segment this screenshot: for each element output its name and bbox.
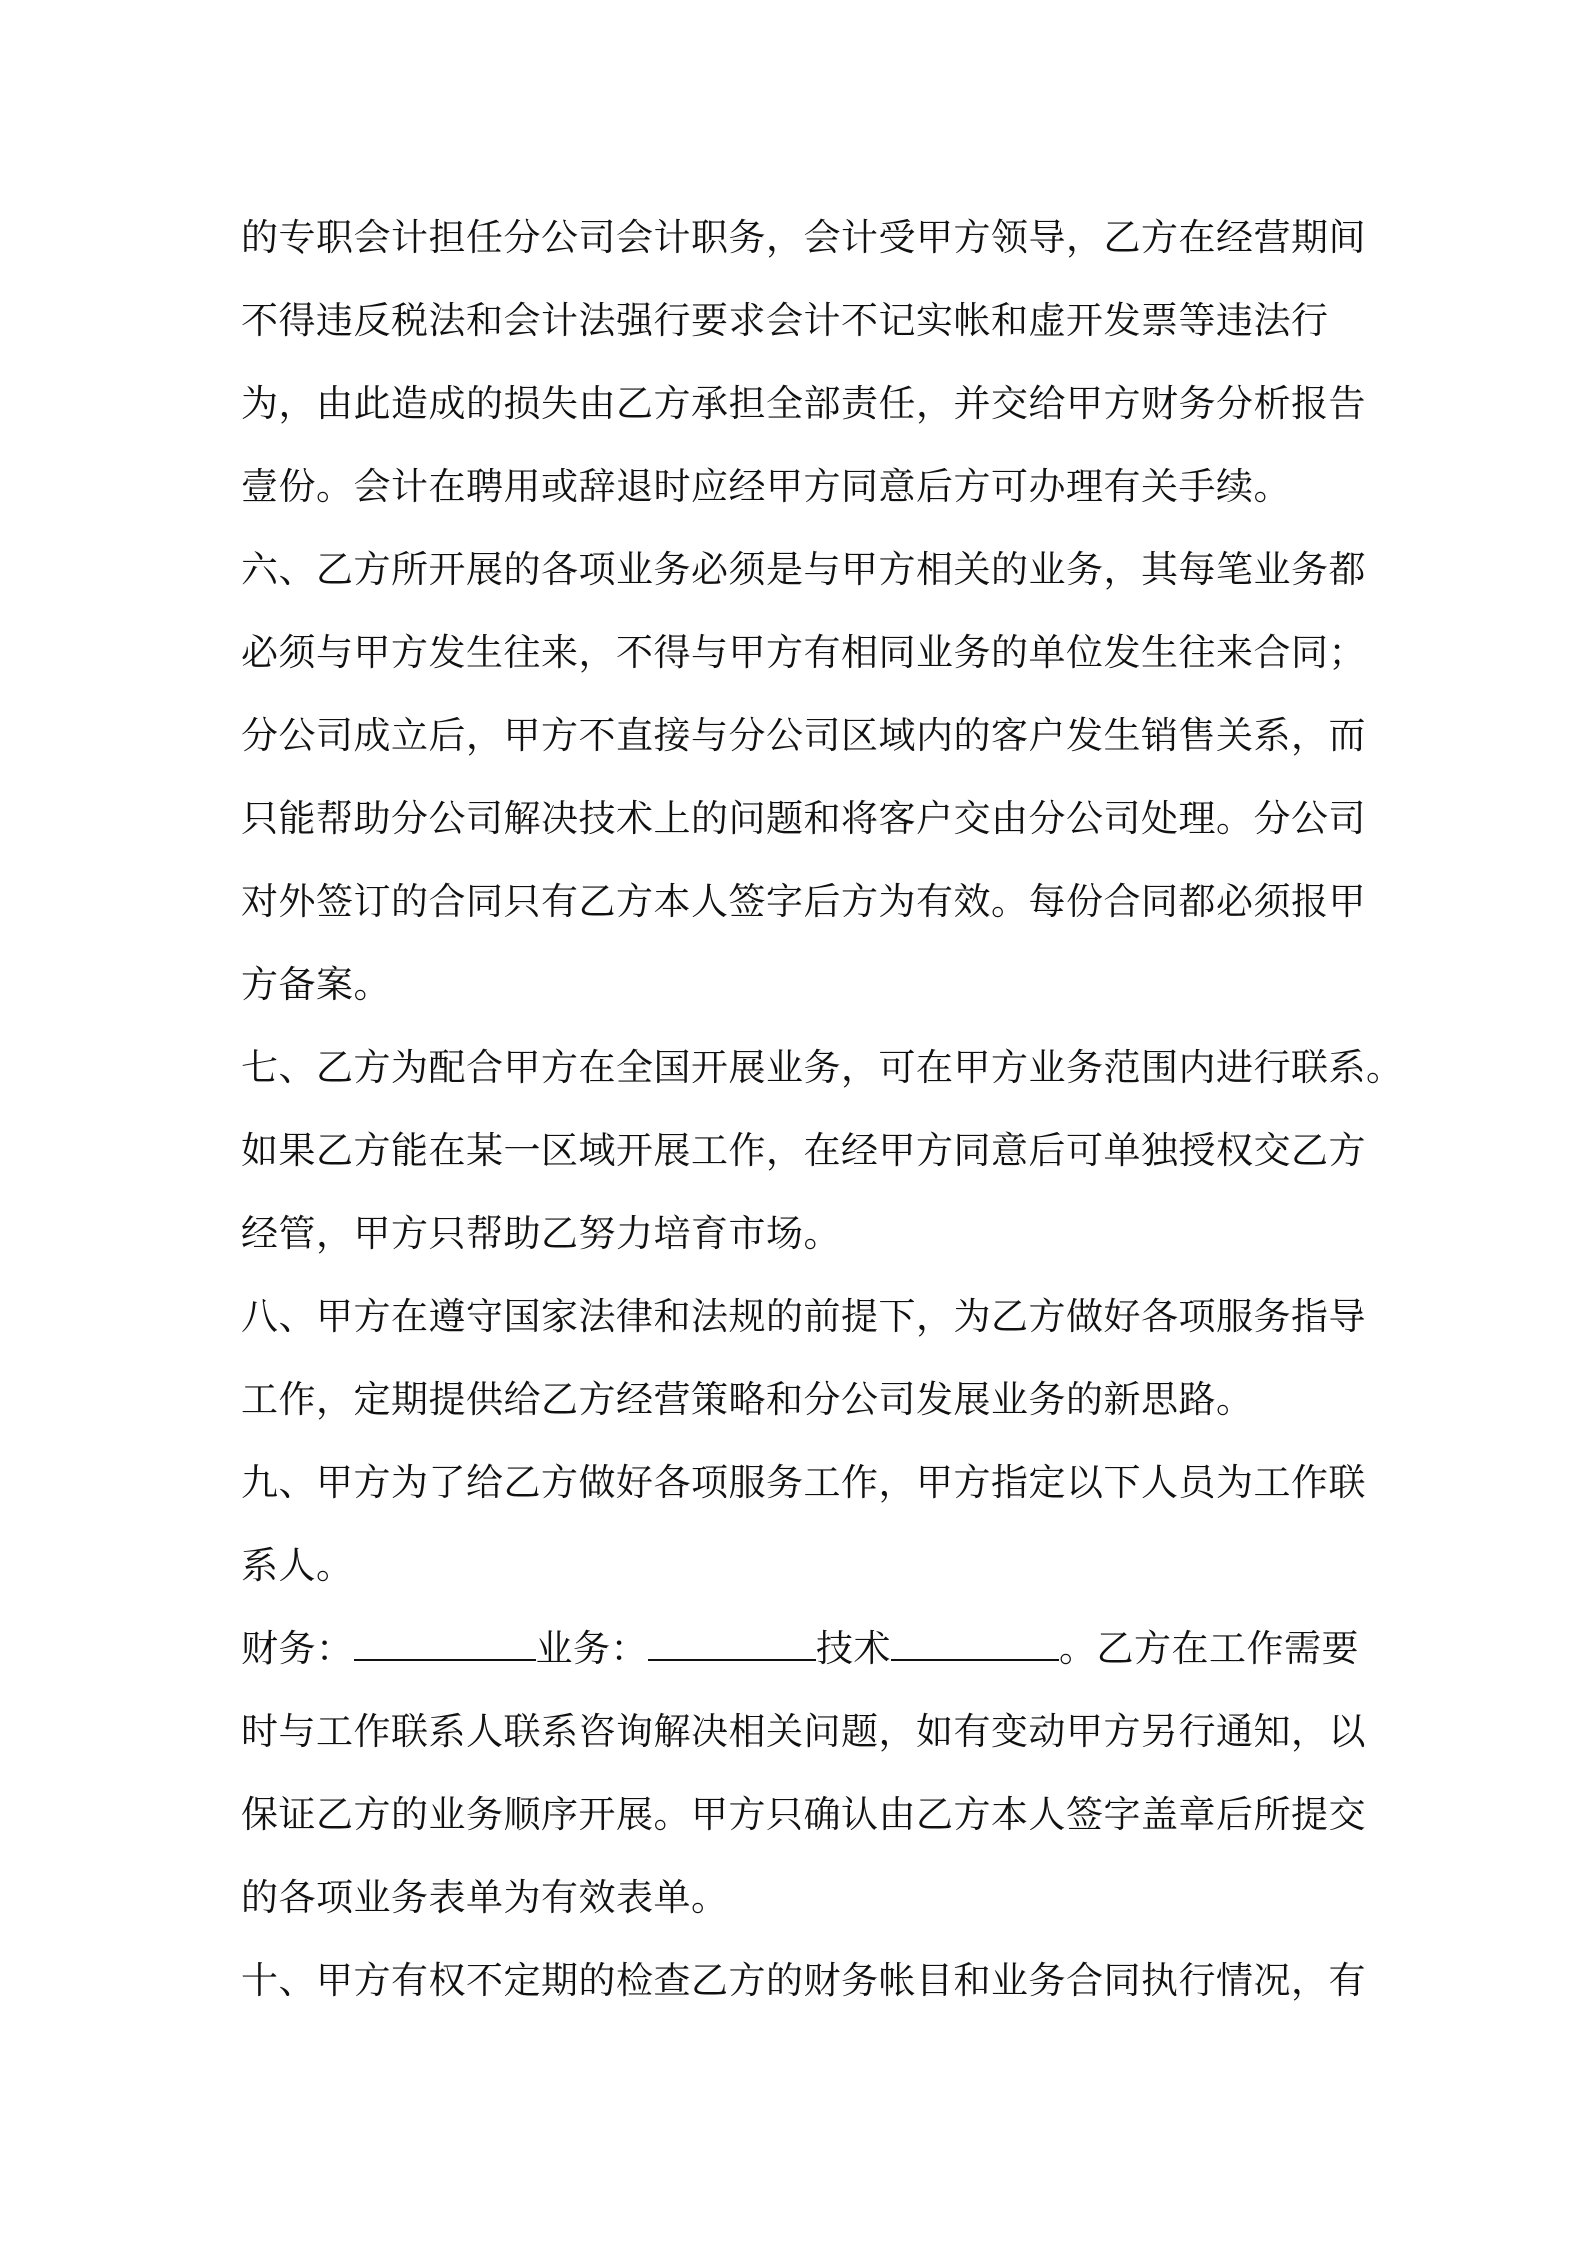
text-line: 工作，定期提供给乙方经营策略和分公司发展业务的新思路。 [241, 1378, 1254, 1421]
text-line: 分公司成立后，甲方不直接与分公司区域内的客户发生销售关系，而 [241, 714, 1366, 757]
text-line: 系人。 [241, 1544, 354, 1587]
text-line: 如果乙方能在某一区域开展工作，在经甲方同意后可单独授权交乙方 [241, 1129, 1366, 1172]
finance-blank [354, 1629, 536, 1661]
finance-label: 财务： [241, 1627, 354, 1670]
contract-text [241, 196, 1404, 2022]
clause-10-line: 十、甲方有权不定期的检查乙方的财务帐目和业务合同执行情况，有 [241, 1959, 1366, 2002]
text-line: 对外签订的合同只有乙方本人签字后方为有效。每份合同都必须报甲 [241, 880, 1366, 923]
business-blank [648, 1629, 816, 1661]
tech-label: 技术 [816, 1627, 891, 1670]
clause-6-line: 六、乙方所开展的各项业务必须是与甲方相关的业务，其每笔业务都 [241, 548, 1366, 591]
text-line: 经管，甲方只帮助乙努力培育市场。 [241, 1212, 841, 1255]
text-line: 保证乙方的业务顺序开展。甲方只确认由乙方本人签字盖章后所提交 [241, 1793, 1366, 1836]
text-line: 的各项业务表单为有效表单。 [241, 1876, 729, 1919]
text-line: 只能帮助分公司解决技术上的问题和将客户交由分公司处理。分公司 [241, 797, 1366, 840]
clause-7-line: 七、乙方为配合甲方在全国开展业务，可在甲方业务范围内进行联系。 [241, 1046, 1404, 1089]
tech-blank [891, 1629, 1059, 1661]
contact-line-tail: 。乙方在工作需要 [1059, 1627, 1359, 1670]
text-line: 不得违反税法和会计法强行要求会计不记实帐和虚开发票等违法行 [241, 299, 1329, 342]
text-line: 壹份。会计在聘用或辞退时应经甲方同意后方可办理有关手续。 [241, 465, 1291, 508]
text-line: 的专职会计担任分公司会计职务，会计受甲方领导，乙方在经营期间 [241, 216, 1366, 259]
clause-9-line: 九、甲方为了给乙方做好各项服务工作，甲方指定以下人员为工作联 [241, 1461, 1366, 1504]
contact-line [241, 1607, 1361, 1690]
clause-8-line: 八、甲方在遵守国家法律和法规的前提下，为乙方做好各项服务指导 [241, 1295, 1366, 1338]
text-line: 为，由此造成的损失由乙方承担全部责任，并交给甲方财务分析报告 [241, 382, 1366, 425]
text-line: 时与工作联系人联系咨询解决相关问题，如有变动甲方另行通知，以 [241, 1710, 1366, 1753]
text-line: 必须与甲方发生往来，不得与甲方有相同业务的单位发生往来合同； [241, 631, 1366, 674]
text-line: 方备案。 [241, 963, 391, 1006]
business-label: 业务： [535, 1627, 648, 1670]
